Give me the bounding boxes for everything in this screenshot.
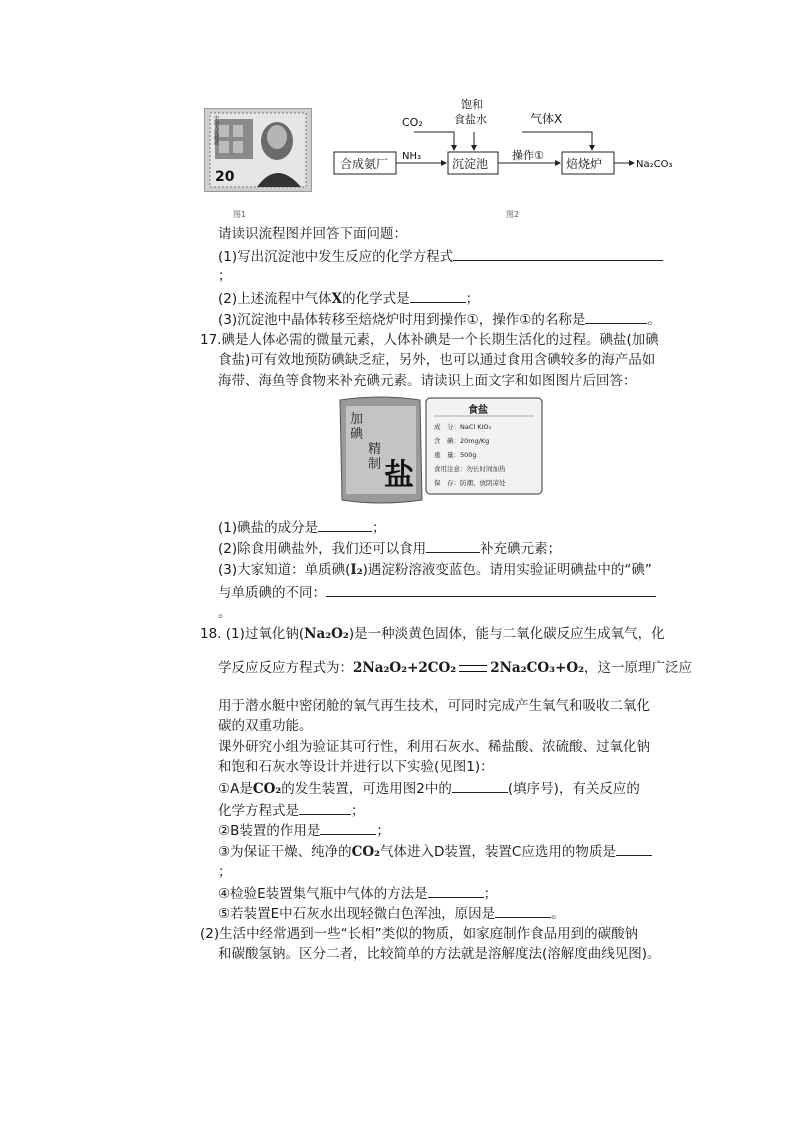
q18-step3-text-a: ③为保证干燥、纯净的: [218, 844, 352, 860]
q18-step4-blank[interactable]: [428, 883, 484, 898]
q17-part1-blank[interactable]: [318, 517, 372, 532]
figure2-caption: 图2: [506, 210, 520, 219]
q18-step2: [218, 820, 390, 841]
q16-part2: [218, 288, 479, 309]
saturated-label-top: 饱和: [461, 98, 483, 111]
q18-line2-text-a: 学反应反应方程式为：: [218, 660, 353, 676]
q17-part1: [218, 517, 386, 538]
q16-part1: [218, 246, 663, 267]
q18-step1-text-b: 的发生装置，可选用图2中的: [281, 781, 452, 797]
label-row-1: 成 分：NaCl KIO₃: [434, 423, 492, 431]
q16-part2-text-b: 的化学式是: [342, 291, 410, 307]
q18-step4-text: ④检验E装置集气瓶中气体的方法是: [218, 886, 428, 902]
nh3-label: NH₃: [402, 151, 422, 162]
q18-step5-text: ⑤若装置E中石灰水出现轻微白色浑浊，原因是: [218, 906, 496, 922]
q18-step1-end: ；: [351, 803, 365, 819]
gas-x-label: 气体X: [530, 112, 563, 126]
q17-part3-text-c: 与单质碘的不同：: [218, 585, 326, 601]
q16-part3-end: 。: [647, 312, 661, 328]
q17-line1: 17.碘是人体必需的微量元素，人体补碘是一个长期生活化的过程。碘盐(加碘: [200, 332, 659, 348]
q18-line3: 用于潜水艇中密闭舱的氧气再生技术，可同时完成产生氧气和吸收二氧化: [218, 698, 650, 714]
q16-part1-end: ；: [218, 268, 232, 284]
q17-part3-text-b: )遇淀粉溶液变蓝色。请用实验证明碘盐中的“碘”: [362, 562, 652, 578]
q18-step3-blank[interactable]: [616, 841, 652, 856]
q16-part1-text: (1)写出沉淀池中发生反应的化学方程式: [218, 249, 454, 265]
q18-step1-cont: [218, 800, 365, 821]
label-title: 食盐: [468, 405, 488, 416]
flow-chart-diagram: [330, 96, 690, 186]
q16-part1-blank[interactable]: [453, 246, 663, 261]
q18-step2-blank[interactable]: [320, 820, 376, 835]
q18-step2-end: ；: [376, 823, 390, 839]
q18-step3-end: ；: [218, 864, 232, 880]
q16-part3-text: (3)沉淀池中晶体转移至焙烧炉时用到操作①，操作①的名称是: [218, 312, 586, 328]
bag-big-char: 盐: [384, 458, 414, 493]
q17-part3-text-a: (3)大家知道：单质碘(: [218, 562, 351, 578]
bag-vertical-text-1: 加碘: [350, 412, 364, 442]
q18-step5-blank[interactable]: [495, 903, 551, 918]
svg-text:20: 20: [215, 169, 235, 185]
stamp-graphic: [205, 109, 311, 191]
product-label: Na₂CO₃: [636, 159, 673, 170]
q18-step3-text-b: 气体进入D装置，装置C应选用的物质是: [380, 844, 616, 860]
q17-part3-end: 。: [218, 605, 232, 621]
q18-line2-text-b: ，这一原理广泛应: [584, 660, 692, 676]
q17-part1-text: (1)碘盐的成分是: [218, 520, 319, 536]
stamp-image: [204, 108, 312, 192]
q17-part3: [218, 560, 652, 580]
co2-formula-2: CO₂: [351, 844, 381, 860]
na2o2-formula: Na₂O₂: [304, 626, 349, 642]
q17-part1-end: ；: [372, 520, 386, 536]
figure1-caption: 图1: [233, 210, 247, 219]
q16-part3-blank[interactable]: [585, 309, 647, 324]
q17-part2-text-a: (2)除食用碘盐外，我们还可以食用: [218, 541, 427, 557]
factory-label: 合成氨厂: [340, 157, 389, 171]
label-row-4: 食用注意：勿长时间加热: [434, 465, 506, 473]
q18-part2-line1: (2)生活中经常遇到一些“长相”类似的物质，如家庭制作食品用到的碳酸钠: [200, 926, 639, 942]
q17-part3-cont: [218, 582, 656, 603]
co2-label: CO₂: [402, 116, 423, 129]
q18-line4: 碳的双重功能。: [218, 718, 313, 734]
label-row-5: 保 存：防潮、放阴凉处: [434, 479, 506, 487]
co2-formula-1: CO₂: [252, 781, 282, 797]
equals-sign: [459, 665, 487, 672]
q18-step1-blank-2[interactable]: [299, 800, 351, 815]
iodine-formula: I₂: [350, 562, 363, 578]
q18-step5: [218, 903, 565, 924]
q17-part2-blank[interactable]: [426, 538, 480, 553]
q16-part2-blank[interactable]: [410, 288, 466, 303]
operation-label: 操作①: [512, 149, 544, 162]
q18-line6: 和饱和石灰水等设计并进行以下实验(见图1)：: [218, 759, 494, 775]
stamp-country-text: 中国人民邮政: [213, 115, 219, 145]
furnace-label: 焙烧炉: [566, 157, 603, 171]
gas-x-symbol: X: [331, 291, 343, 307]
q17-line2: 食盐)可有效地预防碘缺乏症，另外，也可以通过食用含碘较多的海产品如: [218, 352, 656, 368]
q18-line1-text-b: )是一种淡黄色固体，能与二氧化碳反应生成氧气，化: [348, 626, 665, 642]
equation-left: 2Na₂O₂+2CO₂: [353, 660, 457, 676]
q18-step1-blank-1[interactable]: [452, 778, 508, 793]
equation-right: 2Na₂CO₃+O₂: [490, 660, 584, 676]
q18-line2: [218, 658, 692, 678]
q18-line1: [200, 624, 665, 644]
q18-line5: 课外研究小组为验证其可行性，利用石灰水、稀盐酸、浓硫酸、过氧化钠: [218, 739, 650, 755]
q18-step5-end: 。: [551, 906, 565, 922]
salt-bag-image: [336, 394, 546, 506]
q17-part2-text-b: 补充碘元素；: [480, 541, 562, 557]
q18-step2-text: ②B装置的作用是: [218, 823, 321, 839]
q17-line3: 海带、海鱼等食物来补充碘元素。请读识上面文字和如图图片后回答：: [218, 373, 637, 389]
label-row-2: 含 碘：20mg/Kg: [434, 437, 490, 445]
q18-step1-text-c: (填序号)，有关反应的: [507, 781, 640, 797]
q16-intro: 请读识流程图并回答下面问题：: [218, 226, 407, 242]
label-row-3: 重 量：500g: [434, 451, 477, 459]
q16-part3: [218, 309, 661, 330]
q18-line1-text-a: 18. (1)过氧化钠(: [200, 626, 305, 642]
q18-step1: [218, 778, 640, 799]
saturated-label-bottom: 食盐水: [454, 113, 487, 126]
q17-part3-blank[interactable]: [326, 582, 656, 597]
q18-step4: [218, 883, 497, 904]
q16-part2-end: ；: [465, 291, 480, 307]
q18-step3: [218, 841, 652, 862]
settling-label: 沉淀池: [452, 157, 489, 171]
q18-step4-end: ；: [483, 886, 498, 902]
bag-vertical-text-2: 精制: [368, 442, 382, 472]
q17-part2: [218, 538, 561, 559]
q18-part2-line2: 和碳酸氢钠。区分二者，比较简单的方法就是溶解度法(溶解度曲线见图)。: [218, 946, 661, 962]
q18-step1-text-d: 化学方程式是: [218, 803, 299, 819]
q16-part2-text-a: (2)上述流程中气体: [218, 291, 332, 307]
q18-step1-text-a: ①A是: [218, 781, 253, 797]
